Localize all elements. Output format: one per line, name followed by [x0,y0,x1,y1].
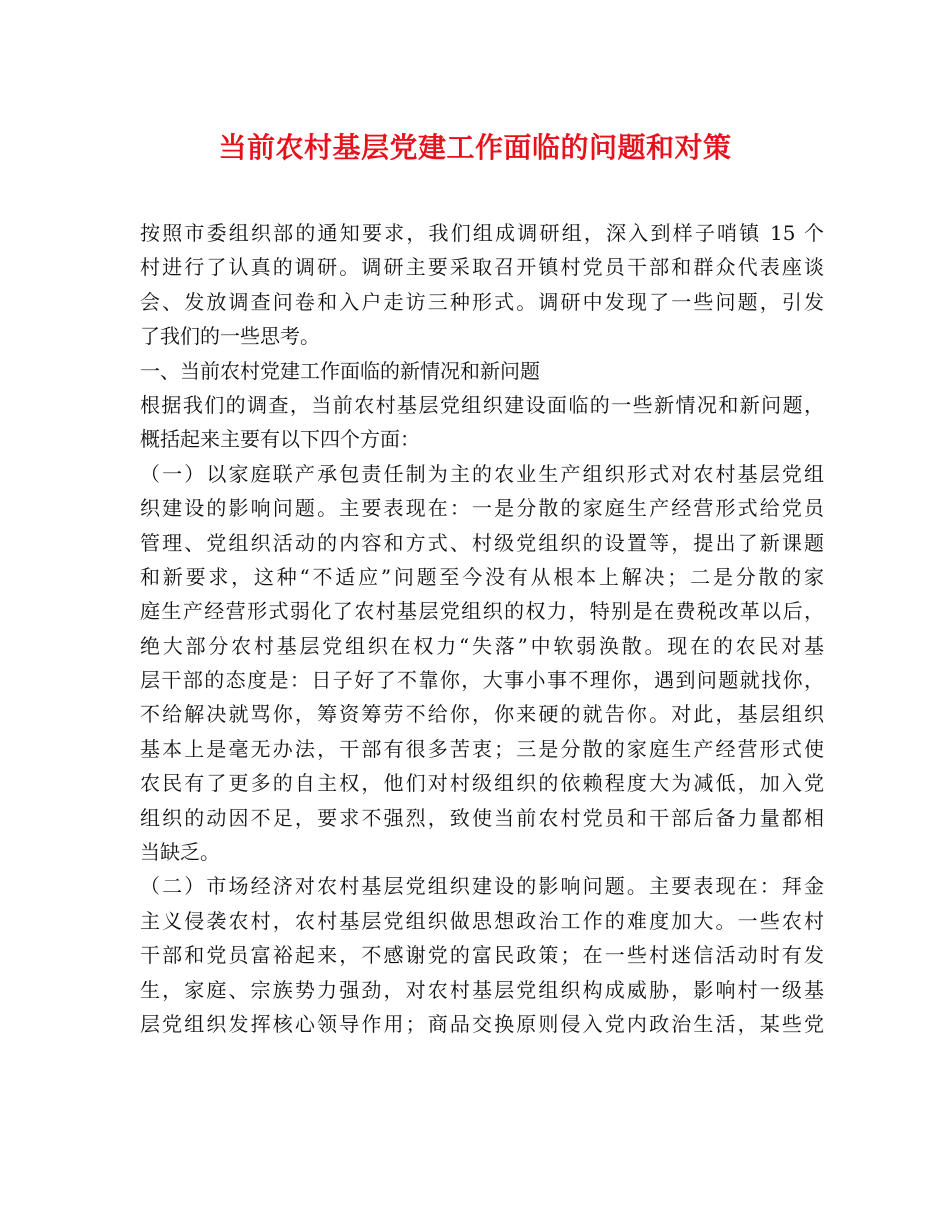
body-line: 根据我们的调查，当前农村基层党组织建设面临的一些新情况和新问题， [140,392,824,417]
body-line: 农民有了更多的自主权，他们对村级组织的依赖程度大为减低，加入党 [140,771,824,796]
body-line: 和新要求，这种“不适应”问题至今没有从根本上解决；二是分散的家 [140,564,824,589]
body-line: 当缺乏。 [140,840,220,865]
body-line: 会、发放调查问卷和入户走访三种形式。调研中发现了一些问题，引发 [140,289,824,314]
body-line: （一）以家庭联产承包责任制为主的农业生产组织形式对农村基层党组 [140,461,824,486]
document-title: 当前农村基层党建工作面临的问题和对策 [218,131,732,164]
body-line: 主义侵袭农村，农村基层党组织做思想政治工作的难度加大。一些农村 [140,908,824,933]
body-line: 按照市委组织部的通知要求，我们组成调研组，深入到样子哨镇 15 个 [140,221,824,245]
body-line: 生，家庭、宗族势力强劲，对农村基层党组织构成威胁，影响村一级基 [140,977,824,1002]
body-line: 绝大部分农村基层党组织在权力“失落”中软弱涣散。现在的农民对基 [140,633,824,658]
body-line: 织建设的影响问题。主要表现在：一是分散的家庭生产经营形式给党员 [140,496,824,521]
body-line: 组织的动因不足，要求不强烈，致使当前农村党员和干部后备力量都相 [140,805,824,830]
body-line: 村进行了认真的调研。调研主要采取召开镇村党员干部和群众代表座谈 [140,255,824,280]
body-line: 层党组织发挥核心领导作用；商品交换原则侵入党内政治生活，某些党 [140,1011,824,1036]
body-line: 管理、党组织活动的内容和方式、村级党组织的设置等，提出了新课题 [140,530,824,555]
document-body [140,216,824,1041]
body-line: 了我们的一些思考。 [140,324,320,349]
body-line: 不给解决就骂你，筹资筹劳不给你，你来硬的就告你。对此，基层组织 [140,702,824,727]
body-line: 层干部的态度是：日子好了不靠你，大事小事不理你，遇到问题就找你， [140,668,824,693]
body-line: 干部和党员富裕起来，不感谢党的富民政策；在一些村迷信活动时有发 [140,943,824,968]
body-line: （二）市场经济对农村基层党组织建设的影响问题。主要表现在：拜金 [140,874,824,899]
body-line: 概括起来主要有以下四个方面： [140,427,420,452]
body-line: 基本上是毫无办法，干部有很多苦衷；三是分散的家庭生产经营形式使 [140,736,824,761]
body-line: 庭生产经营形式弱化了农村基层党组织的权力，特别是在费税改革以后， [140,599,824,624]
body-line: 一、当前农村党建工作面临的新情况和新问题 [140,358,540,383]
